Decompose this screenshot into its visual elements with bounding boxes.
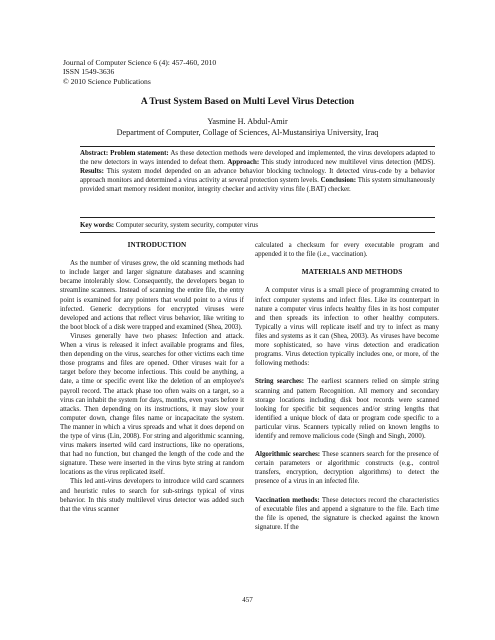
journal-info <box>63 58 216 86</box>
abstract-text-results: This system model depended on an advance behavior blocking technology. It detected virus-code by a behavior approach monitors and determined a virus activity at several protection system levels. <box>80 167 435 185</box>
abstract-label-results: Results: <box>80 167 104 176</box>
keywords <box>80 221 435 230</box>
abstract-label-approach: Approach: <box>227 158 260 167</box>
introduction-paragraph-2: Viruses generally have two phases: Infection and attack. When a virus is released it infect available programs and files, then depending on the virus, searches for other victims each time those programs and files are opened. Other viruses wait for a target before they become infectious. This could be anything, a date, a time or specific event like the deletion of an employee's payroll record. The attack phase too often waits on a target, so a virus can inhabit the system for days, months, even years before it attacks. Then depending on its instructions, it may slow your computer down, change files name or incapacitate the system. The manner in which a virus spreads and what it does depend on the type of virus (Lin, 2008). For string and algorithmic scanning, virus makers inserted wild card instructions, like no operations, that had no function, but changed the length of the code and the signature. These were inserted in the virus byte string at random locations as the virus replicated itself. <box>60 331 244 477</box>
methods-paragraph-1: A computer virus is a small piece of programming created to infect computer systems and infect files. Like its counterpart in nature a computer virus infects healthy files in its host computer and then spreads its infection to other healthy computers. Typically a virus will replicate itself and try to infect as many files and systems as it can (Shea, 2003). As viruses have become more sophisticated, so have virus detection and eradication programs. Virus detection typically includes one, or more, of the following methods: <box>255 286 439 368</box>
introduction-heading: INTRODUCTION <box>127 241 187 249</box>
left-column <box>60 241 244 514</box>
methods-heading: MATERIALS AND METHODS <box>301 268 403 277</box>
algorithmic-searches-text: These scanners search for the presence of certain parameters or algorithmic constructs (e.g., control transfers, encryption, decryption algorithms) to detect the presence of a virus in an infected file. <box>255 450 439 486</box>
abstract-text-conclusion: This system simultaneously provided smart memory resident monitor, integrity checker and activity virus file (.BAT) checker. <box>80 176 435 194</box>
string-searches-paragraph <box>255 377 439 441</box>
right-column <box>255 241 439 532</box>
algorithmic-searches-paragraph <box>255 450 439 486</box>
introduction-paragraph-1: As the number of viruses grew, the old scanning methods had to include larger and larger signature databases and scanning became intolerably slow. Consequently, the developers began to streamline scanners. Instead of scanning the entire file, the entry point is examined for any pointers that would point to a virus if infected. Generic decryptions for encrypted viruses were developed and actions that reflect virus behavior, like writing to the boot block of a disk were trapped and examined (Shea, 2003). <box>60 259 244 331</box>
string-searches-text: The earliest scanners relied on simple string scanning and pattern Recognition. All memory and secondary storage locations including disk boot records were scanned looking for specific bit sequences and/or string lengths that identified a unique block of data or program code specific to a particular virus. Scanners typically relied on known lengths to identify and remove malicious code (Singh and Singh, 2000). <box>255 377 439 440</box>
vaccination-methods-paragraph <box>255 496 439 532</box>
keywords-rule <box>80 232 435 233</box>
abstract-label-conclusion: Conclusion: <box>320 176 357 185</box>
journal-issn: ISSN 1549-3636 <box>63 67 115 77</box>
page-number: 457 <box>242 596 253 604</box>
paper-title: A Trust System Based on Multi Level Virus Detection <box>140 97 355 107</box>
journal-copyright: © 2010 Science Publications <box>63 76 151 86</box>
abstract-text-approach: This study introduced new multilevel virus detection (MDS). <box>259 158 436 167</box>
keywords-text: Computer security, system security, computer virus <box>114 221 259 229</box>
abstract-top-rule <box>80 146 435 147</box>
string-searches-label: String searches: <box>255 377 305 386</box>
introduction-paragraph-3: This led anti-virus developers to introduce wild card scanners and heuristic rules to search for sub-strings typical of virus behavior. In this study multilevel virus detector was added such that the virus scanner <box>60 477 244 513</box>
introduction-continued: calculated a checksum for every executable program and appended it to the file (i.e., vaccination). <box>255 241 439 259</box>
author-affiliation: Department of Computer, Collage of Sciences, Al-Mustansiriya University, Iraq <box>116 127 379 137</box>
journal-citation: Journal of Computer Science 6 (4): 457-460, 2010 <box>63 58 217 67</box>
keywords-label: Key words: <box>80 221 115 229</box>
vaccination-methods-text: These detectors record the characteristics of executable files and append a signature to the file. Each time the file is opened, the signature is checked against the known signature. If the <box>255 495 439 531</box>
abstract <box>80 149 435 194</box>
abstract-bottom-rule <box>80 217 435 218</box>
algorithmic-searches-label: Algorithmic searches: <box>255 450 321 459</box>
vaccination-methods-label: Vaccination methods: <box>255 495 320 504</box>
author-name: Yasmine H. Abdul-Amir <box>207 117 288 126</box>
author-block <box>0 117 495 138</box>
abstract-label-problem: Abstract: Problem statement: <box>80 149 169 157</box>
abstract-text-problem: As these detection methods were developed and implemented, the virus developers adapted to the new detectors in ways intended to defeat them. <box>80 149 436 167</box>
